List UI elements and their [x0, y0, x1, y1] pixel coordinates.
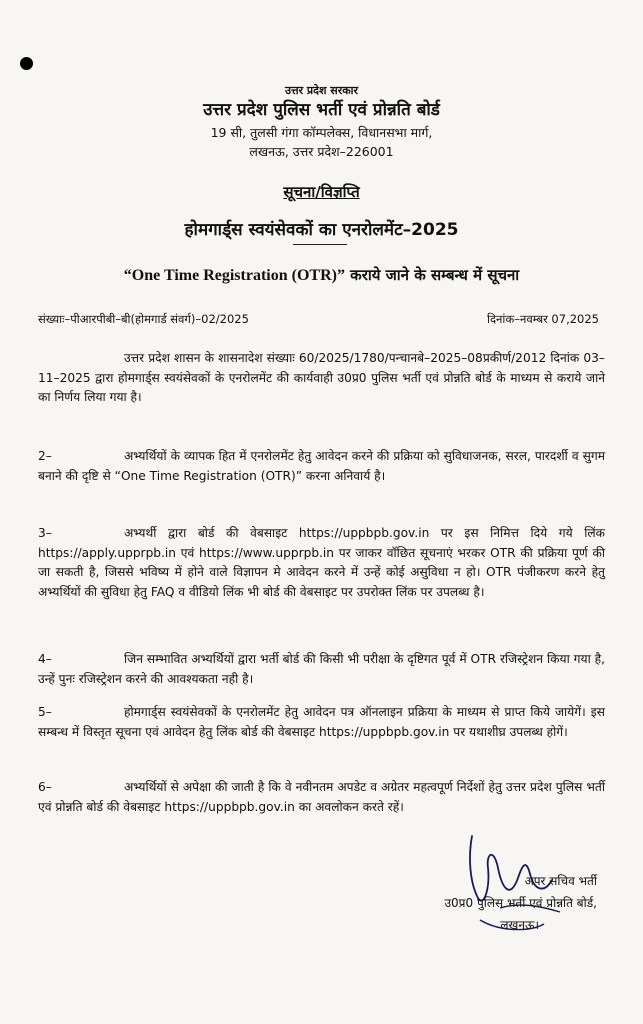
paragraph-5	[38, 703, 605, 742]
government-heading: उत्तर प्रदेश सरकार	[284, 84, 359, 97]
paragraph-4-number: 4–	[38, 652, 52, 666]
reference-number: संख्याः–पीआरपीबी–बी(होमगार्ड संवर्ग)–02/2025	[38, 312, 249, 326]
paragraph-2	[38, 447, 605, 486]
paragraph-5-number: 5–	[38, 705, 52, 719]
paragraph-6	[38, 778, 605, 817]
address-line-2: लखनऊ, उत्तर प्रदेश–226001	[249, 144, 394, 159]
paragraph-5-text: होमगार्ड्स स्वयंसेवकों के एनरोलमेंट हेतु आवेदन पत्र ऑनलाइन प्रक्रिया के माध्यम से प्राप्त किये जायेगें। इस सम्बन्ध में विस्तृत सूचना एवं आवेदन हेतु लिंक बोर्ड की वेबसाइट https://uppbpb.gov.in पर यथाशीघ्र उपलब्ध होगें।	[38, 705, 605, 739]
signatory-city: लखनऊ।	[500, 918, 539, 932]
paragraph-1	[38, 349, 605, 408]
paragraph-6-number: 6–	[38, 780, 52, 794]
address-line-1: 19 सी, तुलसी गंगा कॉम्पलेक्स, विधानसभा मार्ग,	[210, 125, 433, 140]
notice-title: सूचना/विज्ञप्ति	[283, 183, 360, 201]
paragraph-3-text: अभ्यर्थी द्वारा बोर्ड की वेबसाइट https://uppbpb.gov.in पर इस निमित्त दिये गये लिंक https://apply.upprpb.in एवं https://www.upprpb.in पर जाकर वॉछित सूचनाएं भरकर OTR की प्रक्रिया पूर्ण की जा सकती है, जिससे भविष्य में होने वाले विज्ञापन मे आवेदन करने में उन्हें कोई असुविधा न हो। OTR पंजीकरण करने हेतु अभ्यर्थियों की सुविधा हेतु FAQ व वीडियो लिंक भी बोर्ड की वेबसाइट पर उपरोक्त लिंक पर उपलब्ध है।	[38, 526, 605, 599]
title-divider	[293, 244, 347, 245]
paragraph-4-text: जिन सम्भावित अभ्यर्थियों द्वारा भर्ती बोर्ड की किसी भी परीक्षा के दृष्टिगत पूर्व में OTR रजिस्ट्रेशन किया गया है, उन्हें पुनः रजिस्ट्रेशन करने की आवश्यकता नही है।	[38, 652, 605, 686]
otr-subject	[0, 265, 643, 285]
reference-date: दिनांक–नवम्बर 07,2025	[486, 312, 599, 326]
otr-quote: “One Time Registration (OTR)”	[123, 267, 345, 284]
otr-subject-rest: कराये जाने के सम्बन्ध में सूचना	[344, 266, 520, 284]
paragraph-2-text: अभ्यर्थियों के व्यापक हित में एनरोलमेंट हेतु आवेदन करने की प्रक्रिया को सुविधाजनक, सरल, पारदर्शी व सुगम बनाने की दृष्टि से “One Time Registration (OTR)” करना अनिवार्य है।	[38, 449, 605, 483]
paragraph-1-text: उत्तर प्रदेश शासन के शासनादेश संख्याः 60/2025/1780/पन्चानबे–2025–08प्रकीर्ण/2012 दिनांक 03–11–2025 द्वारा होमगार्ड्स स्वयंसेवकों के एनरोलमेंट की कार्यवाही उ0प्र0 पुलिस भर्ती एवं प्रोन्नति बोर्ड के माध्यम से कराये जाने का निर्णय लिया गया है।	[38, 351, 605, 405]
signatory-designation: अपर सचिव भर्ती	[524, 874, 597, 888]
paragraph-2-number: 2–	[38, 449, 52, 463]
enrollment-title: होमगार्ड्स स्वयंसेवकों का एनरोलमेंट–2025	[184, 220, 459, 240]
paragraph-3-number: 3–	[38, 526, 52, 540]
paragraph-3	[38, 524, 605, 602]
signatory-office: उ0प्र0 पुलिस भर्ती एवं प्रोन्नति बोर्ड,	[444, 896, 597, 910]
bullet-dot	[20, 57, 33, 70]
paragraph-6-text: अभ्यर्थियों से अपेक्षा की जाती है कि वे नवीनतम अपडेट व अग्रेतर महत्वपूर्ण निर्देशों हेतु उत्तर प्रदेश पुलिस भर्ती एवं प्रोन्नति बोर्ड की वेबसाइट https://uppbpb.gov.in का अवलोकन करते रहें।	[38, 780, 605, 814]
board-name: उत्तर प्रदेश पुलिस भर्ती एवं प्रोन्नति बोर्ड	[203, 100, 440, 120]
paragraph-4	[38, 650, 605, 689]
